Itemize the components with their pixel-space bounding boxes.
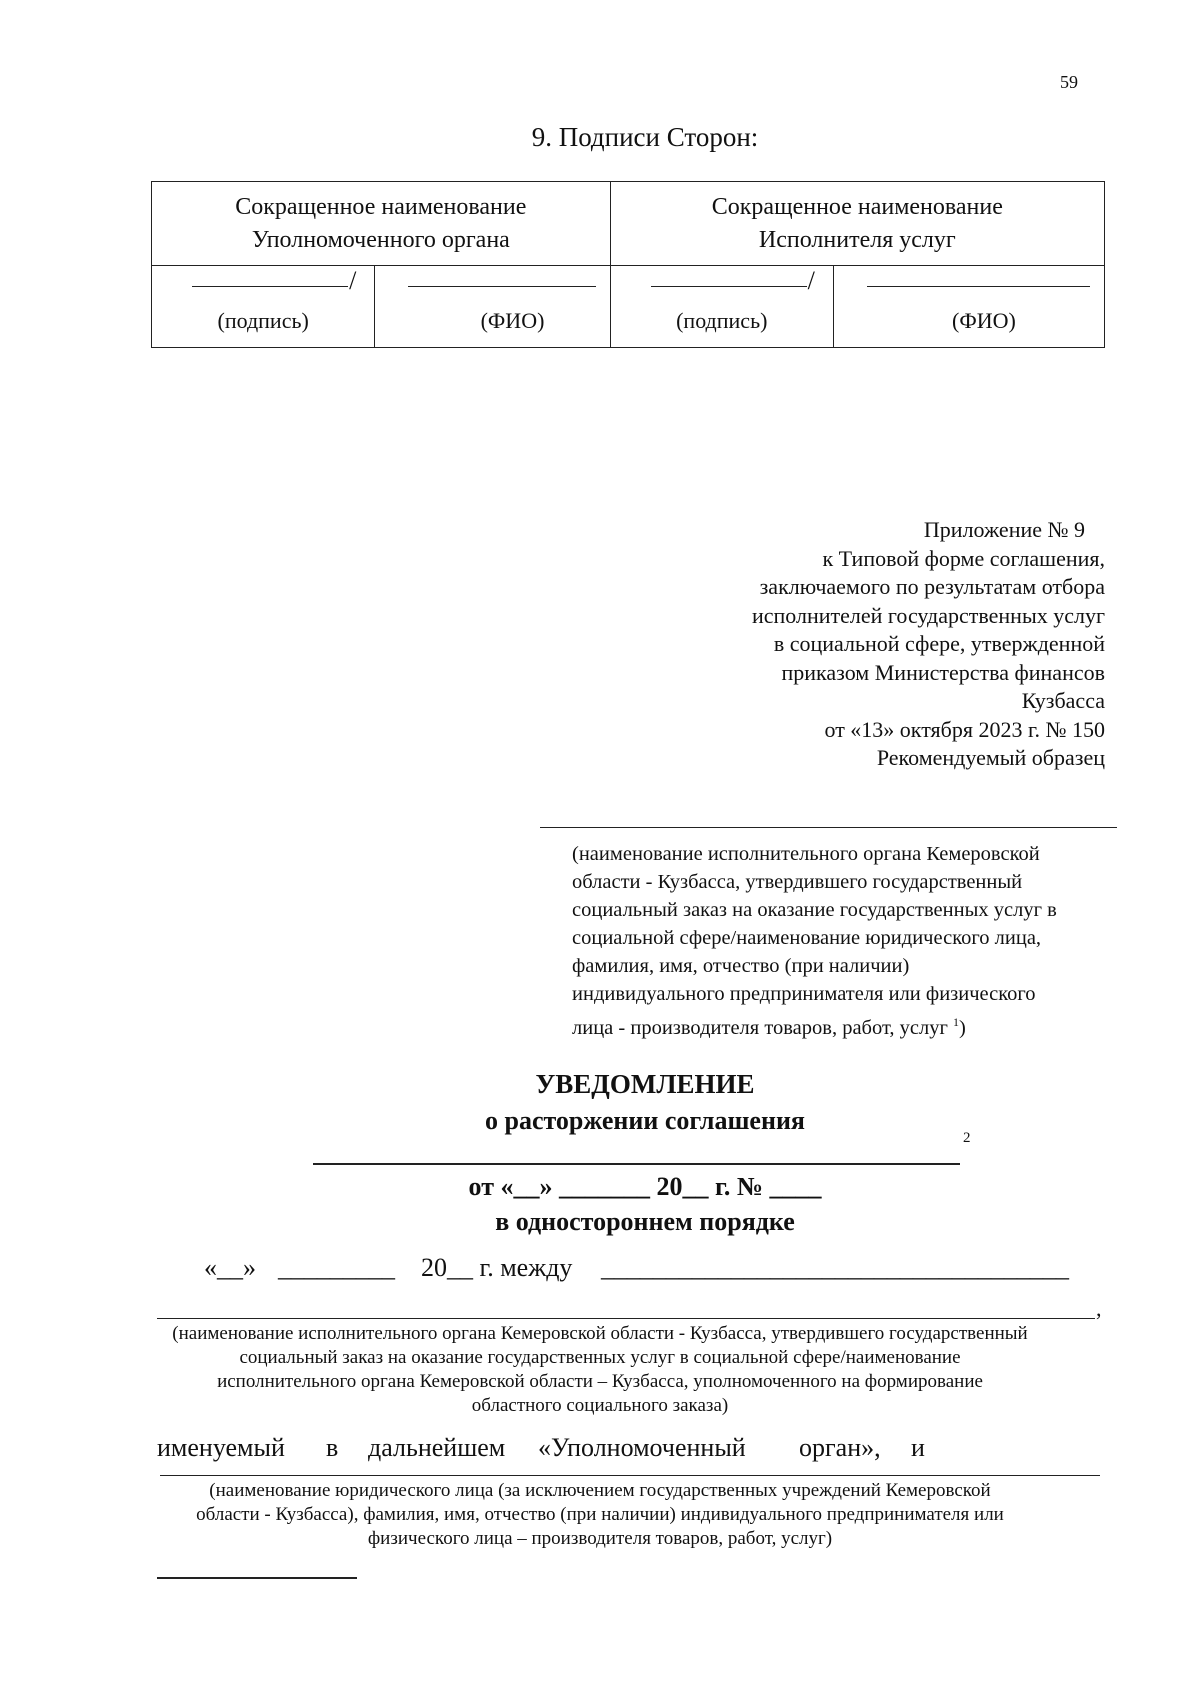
addressee-caption-line: индивидуального предпринимателя или физического xyxy=(572,983,1036,1005)
addressee-line xyxy=(540,827,1117,828)
entity-caption-line: области - Кузбасса), фамилия, имя, отчество (при наличии) индивидуального предпринимателя или xyxy=(196,1504,1004,1525)
notice-title: УВЕДОМЛЕНИЕ xyxy=(535,1069,755,1099)
appendix-line: приказом Министерства финансов xyxy=(781,659,1105,685)
named-word: именуемый xyxy=(157,1433,285,1462)
named-word: орган», xyxy=(799,1433,881,1462)
authority-header-line-2: Уполномоченного органа xyxy=(251,226,510,253)
name-line xyxy=(408,286,595,287)
appendix-line: Рекомендуемый образец xyxy=(876,745,1105,770)
entity-caption-line: (наименование юридического лица (за исключением государственных учреждений Кемеровской xyxy=(209,1480,991,1501)
named-word: «Уполномоченный xyxy=(538,1433,746,1462)
authority-header-line-1: Сокращенное наименование xyxy=(235,193,527,220)
signature-table xyxy=(151,181,1105,348)
footnote-mark-2: 2 xyxy=(963,1130,971,1146)
authority-caption xyxy=(100,1322,1100,1418)
slash: / xyxy=(349,266,357,295)
signature-caption: (подпись) xyxy=(676,308,768,333)
footnote-separator xyxy=(157,1577,357,1579)
entity-name-line xyxy=(160,1475,1100,1476)
addressee-caption-line: (наименование исполнительного органа Кемеровской xyxy=(572,843,1040,865)
between-blank: ____________________________________ xyxy=(601,1253,1069,1282)
caption-closing: ) xyxy=(959,1016,966,1039)
section-title: 9. Подписи Сторон: xyxy=(531,122,759,152)
entity-caption xyxy=(100,1479,1100,1551)
signature-line xyxy=(192,286,348,287)
date-month: _________ xyxy=(278,1253,395,1282)
named-word: в xyxy=(326,1433,339,1462)
appendix-line: Приложение № 9 xyxy=(923,517,1085,542)
appendix-line: Кузбасса xyxy=(1021,688,1105,713)
notice-subtitle: о расторжении соглашения xyxy=(484,1106,805,1135)
notice-date-line: от «__» _______ 20__ г. № ____ xyxy=(468,1172,822,1201)
authority-caption-line: социальный заказ на оказание государственных услуг в социальной сфере/наименование xyxy=(239,1347,961,1368)
executor-name-cell xyxy=(833,266,1104,348)
appendix-line: от «13» октября 2023 г. № 150 xyxy=(824,716,1105,742)
agreement-name-line xyxy=(313,1163,960,1165)
named-word: дальнейшем xyxy=(368,1433,506,1462)
appendix-line: в социальной сфере, утвержденной xyxy=(773,631,1105,656)
date-open: «__» xyxy=(204,1253,256,1282)
executor-header-line-1: Сокращенное наименование xyxy=(711,193,1003,220)
addressee-caption-last: лица - производителя товаров, работ, услуг xyxy=(572,1016,948,1039)
executor-header xyxy=(610,182,1104,266)
authority-name-cell xyxy=(375,266,610,348)
appendix-note xyxy=(585,516,1105,773)
authority-name-line xyxy=(157,1318,1095,1319)
addressee-caption-line: социальной сфере/наименование юридического лица, xyxy=(572,927,1042,949)
signature-caption: (подпись) xyxy=(217,308,309,333)
name-line xyxy=(867,286,1090,287)
authority-header xyxy=(152,182,611,266)
named-word: и xyxy=(911,1433,925,1462)
year-between: 20__ г. между xyxy=(421,1253,573,1282)
appendix-line: исполнителей государственных услуг xyxy=(751,602,1105,628)
slash: / xyxy=(807,266,815,295)
appendix-line: к Типовой форме соглашения, xyxy=(822,545,1105,571)
page-number: 59 xyxy=(1060,72,1078,92)
addressee-caption-line: фамилия, имя, отчество (при наличии) xyxy=(572,955,910,977)
authority-caption-line: исполнительного органа Кемеровской области – Кузбасса, уполномоченного на формирование xyxy=(217,1371,983,1392)
entity-caption-line: физического лица – производителя товаров, работ, услуг) xyxy=(367,1528,833,1549)
executor-signature-cell xyxy=(610,266,833,348)
addressee-caption-line xyxy=(572,1008,1132,1042)
authority-caption-line: областного социального заказа) xyxy=(471,1395,729,1416)
addressee-caption-line: области - Кузбасса, утвердившего государственный xyxy=(572,871,1023,893)
addressee-caption-line: социальный заказ на оказание государственных услуг в xyxy=(572,899,1057,921)
notice-order-line: в одностороннем порядке xyxy=(495,1207,795,1236)
appendix-line: заключаемого по результатам отбора xyxy=(759,574,1105,599)
name-caption: (ФИО) xyxy=(952,308,1016,333)
line-comma: , xyxy=(1096,1296,1102,1321)
authority-caption-line: (наименование исполнительного органа Кемеровской области - Кузбасса, утвердившего государственный xyxy=(172,1323,1028,1344)
signature-line xyxy=(651,286,807,287)
executor-header-line-2: Исполнителя услуг xyxy=(758,226,956,253)
authority-signature-cell xyxy=(152,266,375,348)
name-caption: (ФИО) xyxy=(480,308,545,333)
footnote-mark: 1 xyxy=(953,1015,959,1029)
addressee-caption xyxy=(572,840,1132,1042)
